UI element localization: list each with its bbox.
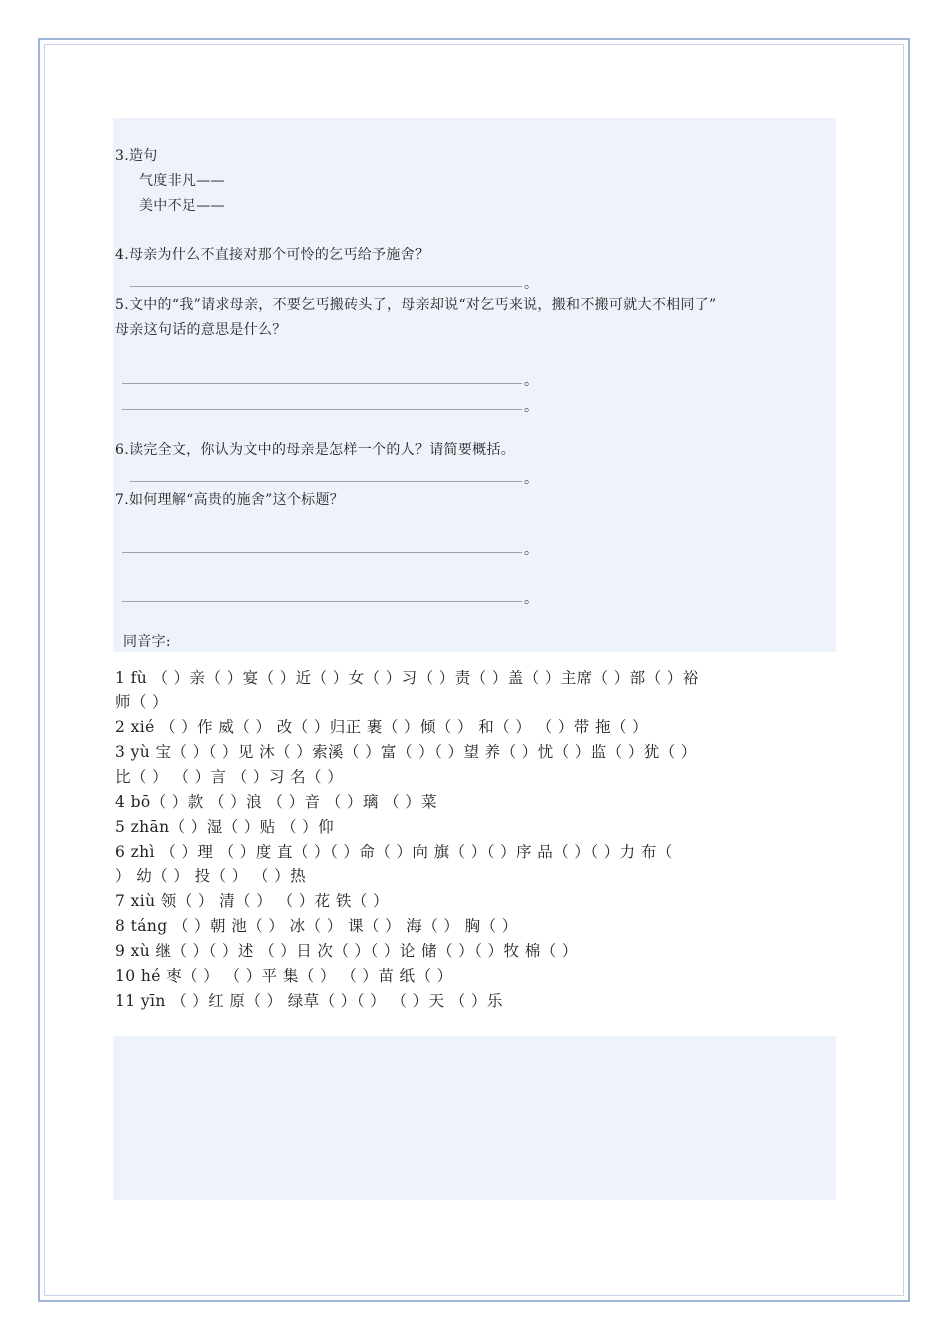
empty-panel xyxy=(113,1036,836,1200)
q7-period-2: 。 xyxy=(524,591,538,607)
homophones-title: 同音字: xyxy=(123,634,171,650)
q5-period-1: 。 xyxy=(524,373,538,389)
q4-period: 。 xyxy=(524,276,538,292)
q4-text: 4.母亲为什么不直接对那个可怜的乞丐给予施舍？ xyxy=(115,247,430,263)
q5-answer-line-1[interactable] xyxy=(122,383,522,384)
q3-title: 3.造句 xyxy=(115,148,158,164)
homophone-line: 11 yīn （ ）红 原（ ） 绿草（ ）（ ） （ ）天 （ ）乐 xyxy=(115,992,503,1010)
q5-text-1: 5.文中的“我”请求母亲，不要乞丐搬砖头了，母亲却说“对乞丐来说，搬和不搬可就大不相同了” xyxy=(115,297,717,313)
homophone-line: 1 fù （ ）亲（ ）宴（ ）近（ ）女（ ）习（ ）责（ ）盖（ ）主席（ ）部（ ）裕 xyxy=(115,669,699,687)
q7-text: 7.如何理解“高贵的施舍”这个标题？ xyxy=(115,492,345,508)
homophone-line: 师（ ） xyxy=(115,693,169,711)
q6-text: 6.读完全文，你认为文中的母亲是怎样一个的人？请简要概括。 xyxy=(115,442,516,458)
homophone-line: 3 yù 宝（ ）（ ）见 沐（ ）索溪（ ）富（ ）（ ）望 养（ ）忧（ ）监（ ）犹（ ） xyxy=(115,743,697,761)
q4-answer-line[interactable] xyxy=(130,286,522,287)
q7-period-1: 。 xyxy=(524,542,538,558)
homophone-line: 9 xù 继（ ）（ ）述 （ ）日 次（ ）（ ）论 储（ ）（ ）牧 棉（ ） xyxy=(115,942,578,960)
q5-period-2: 。 xyxy=(524,399,538,415)
homophone-line: 2 xié （ ）作 威（ ） 改（ ）归正 裹（ ）倾（ ） 和（ ） （ ）带 拖（ ） xyxy=(115,718,648,736)
homophone-line: ） 幼（ ） 投（ ） （ ）热 xyxy=(115,867,306,885)
q3-item-1: 气度非凡—— xyxy=(139,173,225,189)
q7-answer-line-1[interactable] xyxy=(122,552,522,553)
homophone-line: 8 táng （ ）朝 池（ ） 冰（ ） 课（ ） 海（ ） 胸（ ） xyxy=(115,917,518,935)
q3-item-2: 美中不足—— xyxy=(139,198,225,214)
q5-answer-line-2[interactable] xyxy=(122,409,522,410)
homophone-line: 7 xiù 领（ ） 清（ ） （ ）花 铁（ ） xyxy=(115,892,389,910)
homophone-line: 4 bō（ ）款 （ ）浪 （ ）音 （ ）璃 （ ）菜 xyxy=(115,793,438,811)
homophone-line: 比（ ） （ ）言 （ ）习 名（ ） xyxy=(115,768,344,786)
homophone-line: 10 hé 枣（ ） （ ）平 集（ ） （ ）苗 纸（ ） xyxy=(115,967,453,985)
q5-text-2: 母亲这句话的意思是什么？ xyxy=(115,322,287,338)
homophone-line: 5 zhān（ ）湿（ ）贴 （ ）仰 xyxy=(115,818,334,836)
q6-answer-line[interactable] xyxy=(130,481,522,482)
q6-period: 。 xyxy=(524,471,538,487)
q7-answer-line-2[interactable] xyxy=(122,601,522,602)
homophone-line: 6 zhì （ ）理 （ ）度 直（ ）（ ）命（ ）向 旗（ ）（ ）序 品（ ）（ ）力 布（ xyxy=(115,843,673,861)
